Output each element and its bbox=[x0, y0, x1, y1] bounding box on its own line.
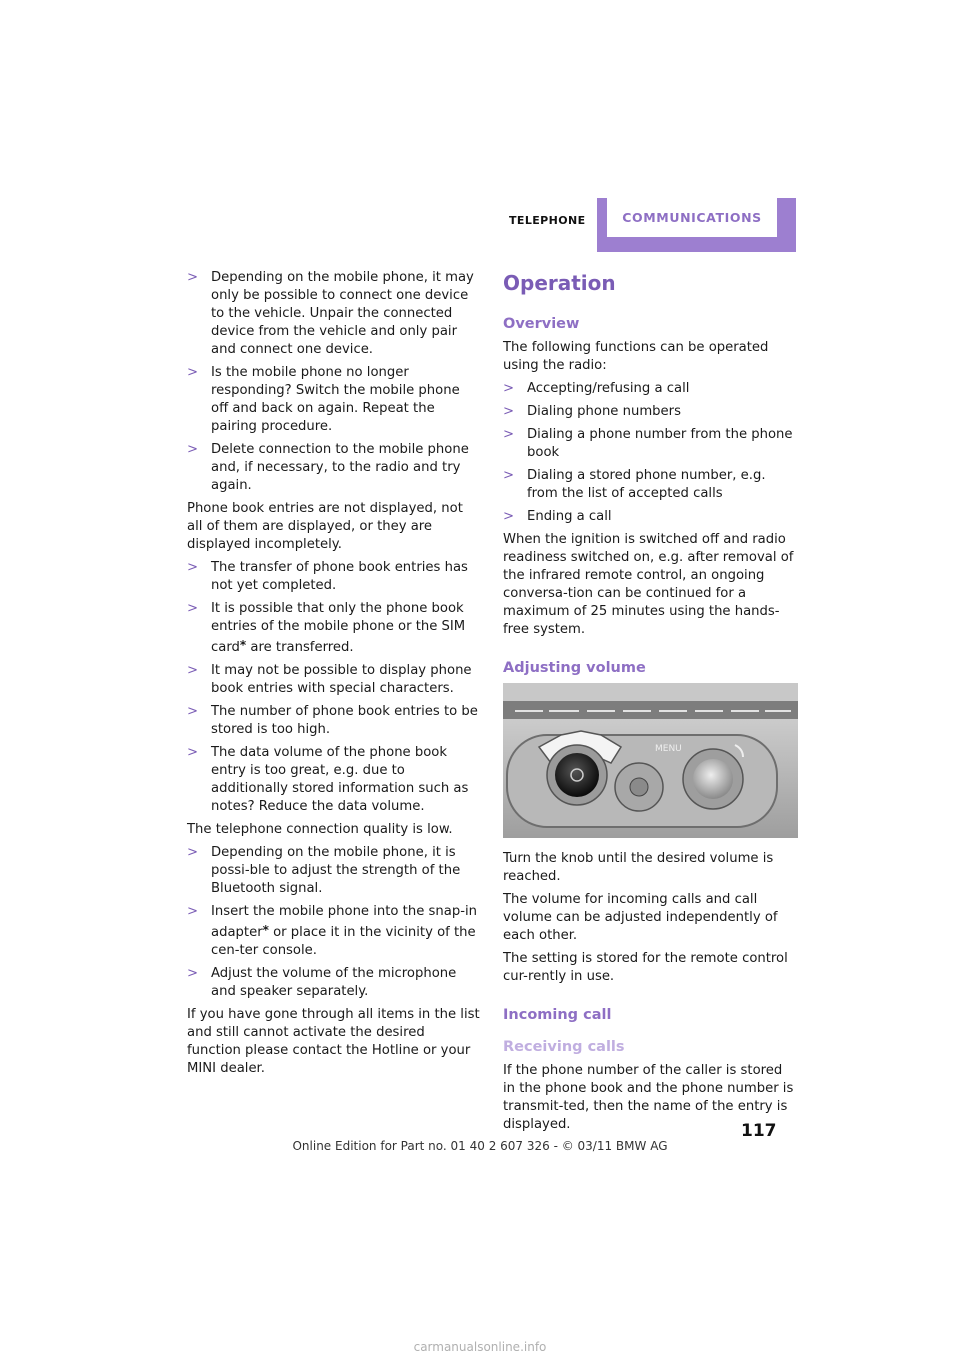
radio-volume-knob-photo bbox=[503, 683, 798, 838]
bullet-marker: > bbox=[503, 381, 515, 396]
list-item: > Is the mobile phone no longer responding? Switch the mobile phone off and back on again. Repeat the pairing procedure. bbox=[187, 365, 460, 434]
bullet-marker: > bbox=[187, 904, 199, 919]
paragraph: Phone book entries are not displayed, not all of them are displayed, or they are displayed incompletely. bbox=[187, 501, 463, 552]
list-item: > The number of phone book entries to be stored is too high. bbox=[187, 704, 478, 737]
list-item: > Insert the mobile phone into the snap-in adapter* or place it in the vicinity of the cen-ter console. bbox=[187, 904, 477, 958]
bullet-marker: > bbox=[187, 663, 199, 678]
bullet-marker: > bbox=[187, 704, 199, 719]
chapter-tab-label: COMMUNICATIONS bbox=[607, 198, 777, 237]
bullet-marker: > bbox=[187, 745, 199, 760]
bullet-marker: > bbox=[503, 509, 515, 524]
right-column bbox=[503, 269, 798, 1139]
optional-equipment-asterisk: * bbox=[239, 638, 247, 652]
paragraph: When the ignition is switched off and radio readiness switched on, e.g. after removal of the infrared remote control, an ongoing conversa-tion can be continued for a maximum of 25 minutes using the hands-free system. bbox=[503, 532, 794, 637]
bullet-marker: > bbox=[187, 560, 199, 575]
section-title: Operation bbox=[503, 271, 616, 295]
left-column bbox=[187, 269, 480, 1083]
list-item: > Dialing a phone number from the phone book bbox=[503, 427, 793, 460]
list-item: > It may not be possible to display phone book entries with special characters. bbox=[187, 663, 472, 696]
paragraph: The volume for incoming calls and call volume can be adjusted independently of each other. bbox=[503, 892, 778, 943]
list-item: > The data volume of the phone book entry is too great, e.g. due to additionally stored information such as notes? Reduce the data volume. bbox=[187, 745, 469, 814]
paragraph: If the phone number of the caller is stored in the phone book and the phone number is transmit-ted, then the name of the entry is displayed. bbox=[503, 1063, 794, 1132]
footer-edition-note: Online Edition for Part no. 01 40 2 607 326 - © 03/11 BMW AG bbox=[292, 1139, 668, 1153]
subheading-receiving-calls: Receiving calls bbox=[503, 1039, 625, 1055]
bullet-marker: > bbox=[187, 270, 199, 285]
subheading-incoming-call: Incoming call bbox=[503, 1007, 612, 1023]
subheading-adjusting-volume: Adjusting volume bbox=[503, 660, 646, 676]
bullet-marker: > bbox=[187, 845, 199, 860]
page-number: 117 bbox=[741, 1121, 777, 1141]
list-item: > Ending a call bbox=[503, 509, 612, 524]
list-item: > Adjust the volume of the microphone and speaker separately. bbox=[187, 966, 457, 999]
optional-equipment-asterisk: * bbox=[262, 923, 269, 937]
list-item: > It is possible that only the phone book entries of the mobile phone or the SIM card* are transferred. bbox=[187, 601, 466, 655]
header-section-label: TELEPHONE bbox=[509, 214, 586, 227]
list-item: > The transfer of phone book entries has not yet completed. bbox=[187, 560, 468, 593]
paragraph: Turn the knob until the desired volume is reached. bbox=[503, 851, 774, 884]
list-item: > Accepting/refusing a call bbox=[503, 381, 690, 396]
bullet-marker: > bbox=[187, 966, 199, 981]
paragraph: The following functions can be operated using the radio: bbox=[503, 340, 769, 373]
list-item: > Delete connection to the mobile phone and, if necessary, to the radio and try again. bbox=[187, 442, 469, 493]
paragraph: If you have gone through all items in the list and still cannot activate the desired function please contact the Hotline or your MINI dealer. bbox=[187, 1007, 480, 1076]
bullet-marker: > bbox=[503, 404, 515, 419]
bullet-marker: > bbox=[187, 365, 199, 380]
list-item: > Dialing phone numbers bbox=[503, 404, 681, 419]
bullet-marker: > bbox=[503, 468, 515, 483]
list-item: > Depending on the mobile phone, it may only be possible to connect one device to the vehicle. Unpair the connected device from the vehicle and only pair and connect one device. bbox=[187, 270, 474, 357]
list-item: > Dialing a stored phone number, e.g. from the list of accepted calls bbox=[503, 468, 766, 501]
photo-menu-label: MENU bbox=[655, 744, 682, 754]
subheading-overview: Overview bbox=[503, 316, 580, 332]
paragraph: The setting is stored for the remote control cur-rently in use. bbox=[503, 951, 788, 984]
bullet-marker: > bbox=[187, 601, 199, 616]
watermark: carmanualsonline.info bbox=[413, 1340, 547, 1354]
paragraph: The telephone connection quality is low. bbox=[187, 822, 453, 837]
chapter-tab bbox=[597, 198, 796, 252]
list-item: > Depending on the mobile phone, it is possi-ble to adjust the strength of the Bluetooth signal. bbox=[187, 845, 461, 896]
bullet-marker: > bbox=[187, 442, 199, 457]
bullet-marker: > bbox=[503, 427, 515, 442]
